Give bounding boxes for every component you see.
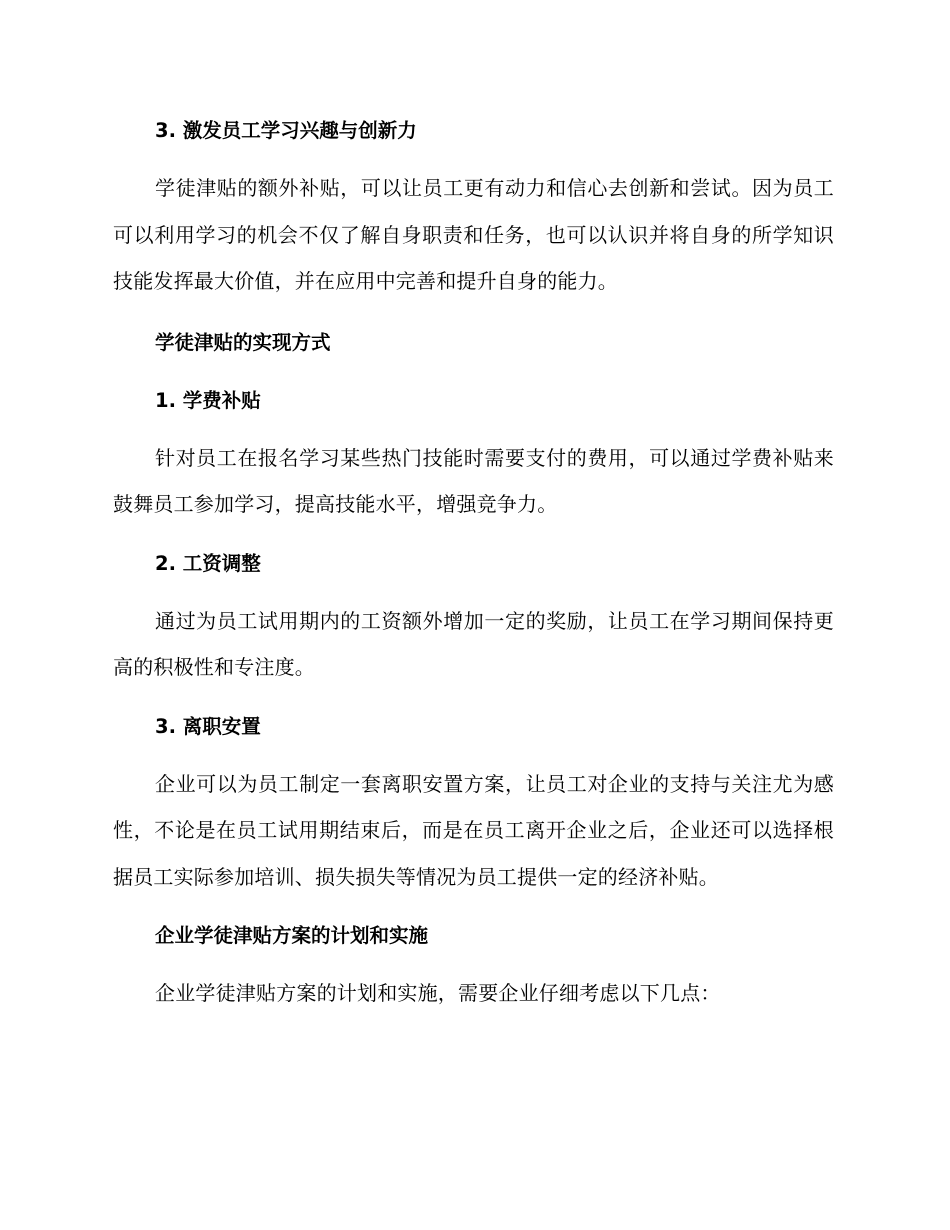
section-heading-plan: 企业学徒津贴方案的计划和实施 <box>155 924 429 947</box>
paragraph-salary-adjustment: 通过为员工试用期内的工资额外增加一定的奖励，让员工在学习期间保持更高的积极性和专注度。 <box>113 608 834 679</box>
section-heading-tuition-subsidy: 1. 学费补贴 <box>155 388 261 412</box>
paragraph-separation: 企业可以为员工制定一套离职安置方案，让员工对企业的支持与关注尤为感性，不论是在员工试用期结束后，而是在员工离开企业之后，企业还可以选择根据员工实际参加培训、损失损失等情况为员工提供一定的经济补贴。 <box>113 771 834 889</box>
section-heading-implementation: 学徒津贴的实现方式 <box>155 330 331 354</box>
section-heading-separation: 3. 离职安置 <box>155 714 261 738</box>
paragraph-tuition-subsidy: 针对员工在报名学习某些热门技能时需要支付的费用，可以通过学费补贴来鼓舞员工参加学习，提高技能水平，增强竞争力。 <box>113 445 834 516</box>
section-heading-salary-adjustment: 2. 工资调整 <box>155 551 261 575</box>
section-heading-innovation: 3. 激发员工学习兴趣与创新力 <box>155 119 417 142</box>
paragraph-plan: 企业学徒津贴方案的计划和实施，需要企业仔细考虑以下几点： <box>155 981 721 1005</box>
paragraph-innovation: 学徒津贴的额外补贴，可以让员工更有动力和信心去创新和尝试。因为员工可以利用学习的机会不仅了解自身职责和任务，也可以认识并将自身的所学知识技能发挥最大价值，并在应用中完善和提升自身的能力。 <box>113 176 834 293</box>
